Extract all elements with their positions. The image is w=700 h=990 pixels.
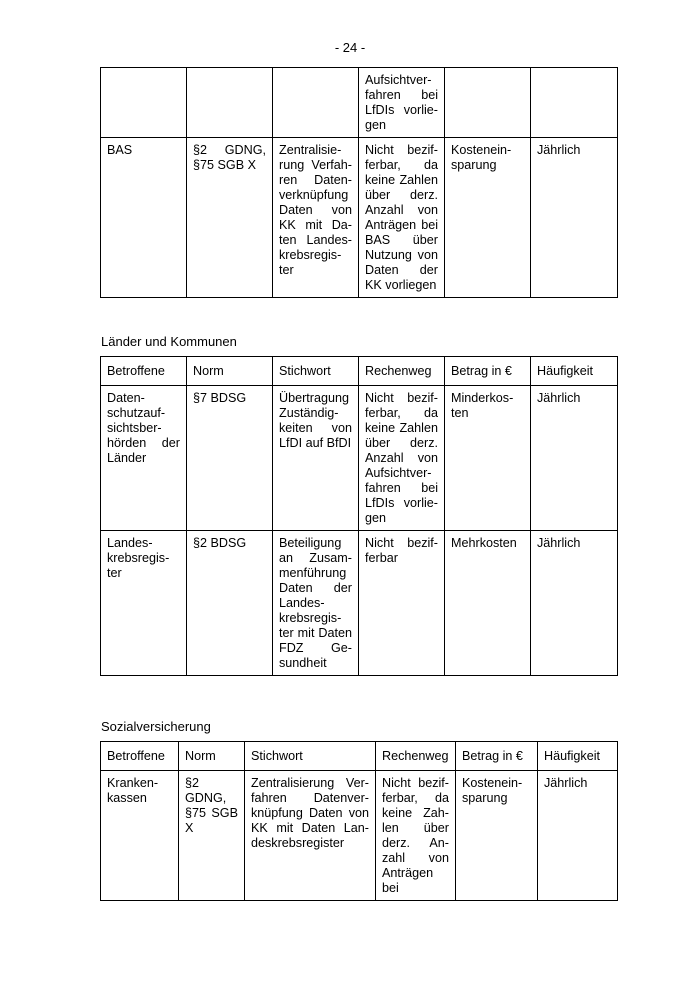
header-cell-betrag: Betrag in € [456, 742, 538, 771]
cell-line: ferbar [365, 551, 398, 565]
header-cell-haeufigkeit: Häufigkeit [531, 357, 618, 386]
table-continuation [100, 67, 618, 298]
cell-line: fahren Datenver- [251, 791, 369, 805]
cell-line: fahren bei [365, 481, 438, 495]
table-sozialversicherung [100, 741, 618, 901]
cell-line: Nicht bezif- [365, 143, 438, 157]
cell-line: Nicht bezif- [365, 391, 438, 405]
header-row [101, 742, 618, 771]
cell-haeufigkeit [531, 68, 618, 138]
cell-line: schutzauf- [107, 406, 166, 420]
header-cell-norm: Norm [179, 742, 245, 771]
cell-line: verknüpfung [279, 188, 349, 202]
cell-haeufigkeit [531, 531, 618, 676]
cell-line: §2 BDSG [193, 536, 247, 550]
cell-stichwort [273, 386, 359, 531]
cell-line: Aufsichtver- [365, 466, 432, 480]
cell-line: ter [107, 566, 122, 580]
cell-line: Anträgen [382, 866, 434, 880]
header-cell-rechenweg: Rechenweg [376, 742, 456, 771]
cell-line: Jährlich [537, 143, 581, 157]
cell-line: Daten- [107, 391, 145, 405]
cell-line: Aufsichtver- [365, 73, 432, 87]
cell-haeufigkeit [538, 771, 618, 901]
cell-line: Minderkos- [451, 391, 514, 405]
cell-norm [179, 771, 245, 901]
cell-betroffene [101, 531, 187, 676]
cell-stichwort [273, 68, 359, 138]
cell-line: knüpfung Daten von [251, 806, 369, 820]
cell-stichwort [273, 531, 359, 676]
cell-line: KK mit Daten Lan- [251, 821, 369, 835]
cell-line: Kranken- [107, 776, 159, 790]
cell-line: keine Zahlen [365, 421, 438, 435]
cell-line: Mehrkosten [451, 536, 517, 550]
cell-line: sichtsber- [107, 421, 162, 435]
cell-line: keiten von [279, 421, 352, 435]
cell-line: len über [382, 821, 449, 835]
header-cell-stichwort: Stichwort [273, 357, 359, 386]
header-cell-stichwort: Stichwort [245, 742, 376, 771]
cell-line: Anzahl von [365, 451, 438, 465]
cell-line: ren Daten- [279, 173, 352, 187]
section-heading-sozialversicherung: Sozialversicherung [101, 719, 211, 734]
cell-line: derz. An- [382, 836, 449, 850]
cell-line: Nicht bezif- [365, 536, 438, 550]
cell-line: ter mit Daten [279, 626, 352, 640]
cell-rechenweg [359, 531, 445, 676]
cell-line: Zentralisie- [279, 143, 342, 157]
cell-line: sparung [462, 791, 508, 805]
cell-betroffene [101, 386, 187, 531]
cell-line: über derz. [365, 436, 438, 450]
cell-line: §75 SGB X [193, 158, 257, 172]
cell-line: ten Landes- [279, 233, 352, 247]
cell-line: Jährlich [544, 776, 588, 790]
table-row [101, 386, 618, 531]
cell-line [279, 73, 352, 88]
cell-line: zahl von [382, 851, 449, 865]
cell-line: Jährlich [537, 391, 581, 405]
cell-line: KK vorliegen [365, 278, 437, 292]
cell-rechenweg [359, 138, 445, 298]
cell-stichwort [273, 138, 359, 298]
cell-rechenweg [359, 386, 445, 531]
cell-line [537, 73, 611, 88]
cell-line: Zentralisierung Ver- [251, 776, 369, 790]
table-row [101, 68, 618, 138]
cell-line: LfDIs vorlie- [365, 103, 438, 117]
cell-line: Nutzung von [365, 248, 438, 262]
cell-betrag [445, 138, 531, 298]
cell-stichwort [245, 771, 376, 901]
cell-betrag [445, 68, 531, 138]
table-row [101, 771, 618, 901]
cell-norm [187, 138, 273, 298]
cell-line: LfDI auf BfDI [279, 436, 352, 450]
header-cell-betrag: Betrag in € [445, 357, 531, 386]
cell-line [107, 73, 180, 88]
header-cell-norm: Norm [187, 357, 273, 386]
cell-line: ten [451, 406, 469, 420]
cell-line: X [185, 821, 194, 835]
cell-line: keine Zah- [382, 806, 449, 820]
cell-line: KK mit Da- [279, 218, 352, 232]
cell-line: ferbar, da [382, 791, 449, 805]
cell-line: fahren bei [365, 88, 438, 102]
cell-line: Landes- [107, 536, 153, 550]
cell-norm [187, 531, 273, 676]
cell-line: ter [279, 263, 294, 277]
table-laender-kommunen [100, 356, 618, 676]
cell-line: krebsregis- [107, 551, 170, 565]
cell-betrag [445, 386, 531, 531]
cell-line: an Zusam- [279, 551, 352, 565]
header-cell-rechenweg: Rechenweg [359, 357, 445, 386]
cell-line: kassen [107, 791, 147, 805]
cell-line: gen [365, 118, 387, 132]
cell-line: FDZ Ge- [279, 641, 352, 655]
cell-line: Daten der [365, 263, 438, 277]
cell-line: Beteiligung [279, 536, 342, 550]
header-cell-betroffene: Betroffene [101, 357, 187, 386]
cell-norm [187, 386, 273, 531]
section-heading-laender: Länder und Kommunen [101, 334, 237, 349]
cell-line: Länder [107, 451, 147, 465]
cell-betrag [456, 771, 538, 901]
cell-line: Zuständig- [279, 406, 339, 420]
cell-line: LfDIs vorlie- [365, 496, 438, 510]
cell-line: keine Zahlen [365, 173, 438, 187]
cell-line [451, 73, 524, 88]
table-row [101, 531, 618, 676]
cell-line: §2 GDNG, [193, 143, 266, 157]
cell-line: Anzahl von [365, 203, 438, 217]
header-cell-haeufigkeit: Häufigkeit [538, 742, 618, 771]
cell-norm [187, 68, 273, 138]
cell-line: ferbar, da [365, 406, 438, 420]
cell-rechenweg [359, 68, 445, 138]
cell-line: ferbar, da [365, 158, 438, 172]
cell-line: Nicht bezif- [382, 776, 449, 790]
cell-haeufigkeit [531, 386, 618, 531]
cell-line: §7 BDSG [193, 391, 247, 405]
cell-line: BAS [107, 143, 133, 157]
cell-line: krebsregis- [279, 248, 342, 262]
cell-betroffene [101, 68, 187, 138]
cell-betrag [445, 531, 531, 676]
table-row [101, 138, 618, 298]
cell-betroffene [101, 771, 179, 901]
cell-line: Kostenein- [462, 776, 523, 790]
cell-line: Anträgen bei [365, 218, 438, 232]
cell-line: krebsregis- [279, 611, 342, 625]
cell-betroffene [101, 138, 187, 298]
cell-rechenweg [376, 771, 456, 901]
cell-line: §2 [185, 776, 200, 790]
cell-line: Daten der [279, 581, 352, 595]
cell-line: Daten von [279, 203, 352, 217]
header-cell-betroffene: Betroffene [101, 742, 179, 771]
page-number: - 24 - [334, 40, 366, 55]
cell-line: BAS über [365, 233, 438, 247]
cell-line: über derz. [365, 188, 438, 202]
cell-line: gen [365, 511, 387, 525]
cell-line: Kostenein- [451, 143, 512, 157]
cell-line: §75 SGB [185, 806, 238, 820]
cell-line: sparung [451, 158, 497, 172]
cell-line: GDNG, [185, 791, 227, 805]
cell-line: Übertragung [279, 391, 350, 405]
cell-line: rung Verfah- [279, 158, 352, 172]
header-row [101, 357, 618, 386]
cell-line: Landes- [279, 596, 325, 610]
cell-line [193, 73, 266, 88]
cell-line: hörden der [107, 436, 180, 450]
cell-line: bei [382, 881, 399, 895]
cell-haeufigkeit [531, 138, 618, 298]
cell-line: sundheit [279, 656, 327, 670]
cell-line: deskrebsregister [251, 836, 345, 850]
cell-line: menführung [279, 566, 347, 580]
cell-line: Jährlich [537, 536, 581, 550]
